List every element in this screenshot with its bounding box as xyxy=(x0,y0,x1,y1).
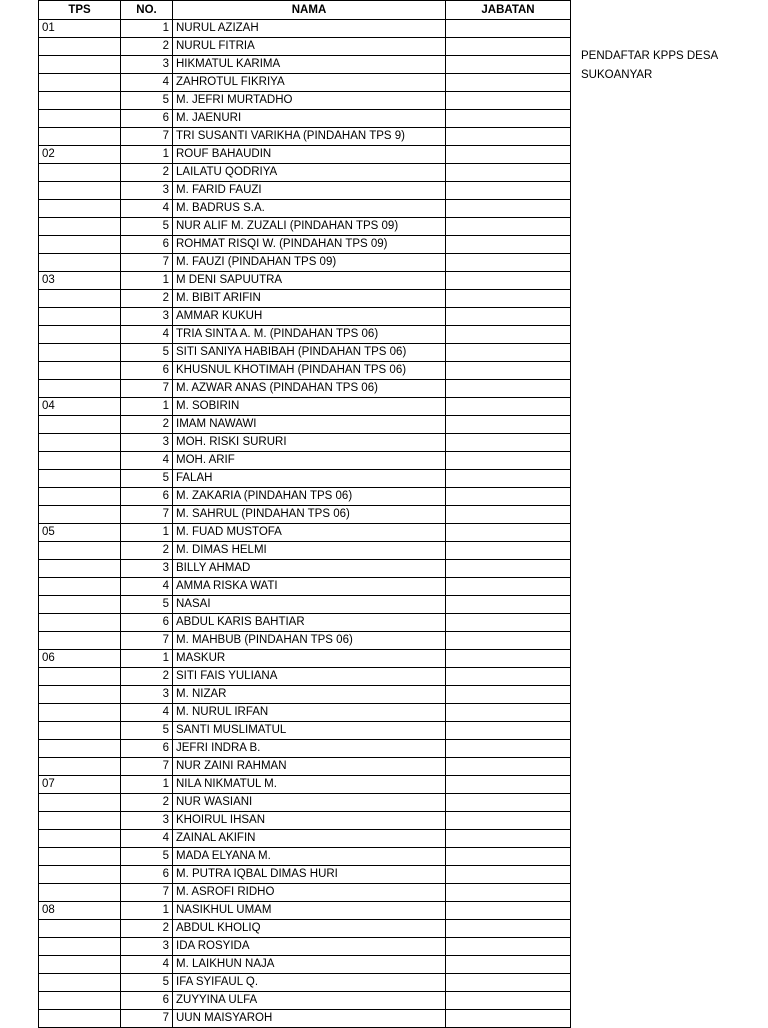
cell-no: 3 xyxy=(121,686,173,704)
cell-jabatan xyxy=(446,344,571,362)
cell-tps xyxy=(39,254,121,272)
table-row xyxy=(39,1010,571,1028)
roster-body xyxy=(39,20,571,1028)
cell-jabatan xyxy=(446,308,571,326)
cell-jabatan xyxy=(446,74,571,92)
cell-tps xyxy=(39,866,121,884)
cell-jabatan xyxy=(446,1010,571,1028)
cell-nama: MASKUR xyxy=(173,650,446,668)
cell-no: 6 xyxy=(121,236,173,254)
table-row xyxy=(39,182,571,200)
cell-nama: MADA ELYANA M. xyxy=(173,848,446,866)
cell-jabatan xyxy=(446,164,571,182)
side-note xyxy=(581,47,761,85)
cell-no: 1 xyxy=(121,272,173,290)
table-row xyxy=(39,542,571,560)
cell-jabatan xyxy=(446,812,571,830)
cell-nama: M. SAHRUL (PINDAHAN TPS 06) xyxy=(173,506,446,524)
cell-no: 2 xyxy=(121,416,173,434)
table-row xyxy=(39,848,571,866)
cell-nama: JEFRI INDRA B. xyxy=(173,740,446,758)
cell-nama: NASAI xyxy=(173,596,446,614)
table-row xyxy=(39,380,571,398)
side-note-line2: SUKOANYAR xyxy=(581,69,653,81)
table-row xyxy=(39,326,571,344)
cell-tps xyxy=(39,758,121,776)
cell-no: 4 xyxy=(121,452,173,470)
cell-no: 7 xyxy=(121,758,173,776)
cell-no: 2 xyxy=(121,668,173,686)
cell-tps xyxy=(39,434,121,452)
cell-no: 3 xyxy=(121,938,173,956)
cell-jabatan xyxy=(446,542,571,560)
cell-no: 2 xyxy=(121,920,173,938)
cell-nama: AMMAR KUKUH xyxy=(173,308,446,326)
cell-nama: NUR WASIANI xyxy=(173,794,446,812)
cell-jabatan xyxy=(446,668,571,686)
table-row xyxy=(39,560,571,578)
table-row xyxy=(39,578,571,596)
cell-no: 5 xyxy=(121,848,173,866)
cell-jabatan xyxy=(446,38,571,56)
header-tps: TPS xyxy=(39,1,121,20)
cell-jabatan xyxy=(446,830,571,848)
table-row xyxy=(39,452,571,470)
cell-nama: FALAH xyxy=(173,470,446,488)
cell-nama: HIKMATUL KARIMA xyxy=(173,56,446,74)
cell-nama: M. PUTRA IQBAL DIMAS HURI xyxy=(173,866,446,884)
table-row xyxy=(39,110,571,128)
cell-nama: NURUL AZIZAH xyxy=(173,20,446,38)
cell-nama: M. ZAKARIA (PINDAHAN TPS 06) xyxy=(173,488,446,506)
cell-tps xyxy=(39,380,121,398)
cell-tps: 03 xyxy=(39,272,121,290)
table-row xyxy=(39,596,571,614)
cell-no: 3 xyxy=(121,434,173,452)
cell-jabatan xyxy=(446,524,571,542)
cell-tps xyxy=(39,812,121,830)
cell-nama: M. FUAD MUSTOFA xyxy=(173,524,446,542)
table-row xyxy=(39,236,571,254)
cell-nama: M. AZWAR ANAS (PINDAHAN TPS 06) xyxy=(173,380,446,398)
cell-no: 2 xyxy=(121,38,173,56)
cell-jabatan xyxy=(446,902,571,920)
cell-nama: NURUL FITRIA xyxy=(173,38,446,56)
cell-jabatan xyxy=(446,488,571,506)
cell-tps xyxy=(39,506,121,524)
cell-nama: ABDUL KARIS BAHTIAR xyxy=(173,614,446,632)
side-note-line1: PENDAFTAR KPPS DESA xyxy=(581,50,719,62)
cell-nama: M. SOBIRIN xyxy=(173,398,446,416)
cell-jabatan xyxy=(446,650,571,668)
cell-no: 1 xyxy=(121,146,173,164)
cell-tps: 01 xyxy=(39,20,121,38)
header-nama: NAMA xyxy=(173,1,446,20)
cell-tps xyxy=(39,38,121,56)
cell-no: 5 xyxy=(121,974,173,992)
table-row xyxy=(39,218,571,236)
table-row xyxy=(39,668,571,686)
cell-nama: TRI SUSANTI VARIKHA (PINDAHAN TPS 9) xyxy=(173,128,446,146)
cell-nama: M. BIBIT ARIFIN xyxy=(173,290,446,308)
cell-jabatan xyxy=(446,974,571,992)
cell-tps xyxy=(39,884,121,902)
cell-no: 4 xyxy=(121,704,173,722)
cell-jabatan xyxy=(446,866,571,884)
cell-tps xyxy=(39,974,121,992)
cell-tps xyxy=(39,470,121,488)
table-row xyxy=(39,884,571,902)
table-row xyxy=(39,812,571,830)
cell-no: 1 xyxy=(121,524,173,542)
cell-tps xyxy=(39,668,121,686)
cell-jabatan xyxy=(446,434,571,452)
cell-tps xyxy=(39,110,121,128)
cell-tps xyxy=(39,794,121,812)
table-row xyxy=(39,992,571,1010)
cell-tps xyxy=(39,92,121,110)
cell-jabatan xyxy=(446,686,571,704)
cell-jabatan xyxy=(446,992,571,1010)
cell-nama: IMAM NAWAWI xyxy=(173,416,446,434)
cell-no: 7 xyxy=(121,1010,173,1028)
cell-tps xyxy=(39,488,121,506)
table-row xyxy=(39,776,571,794)
table-row xyxy=(39,758,571,776)
cell-tps xyxy=(39,686,121,704)
table-row xyxy=(39,686,571,704)
cell-tps xyxy=(39,164,121,182)
cell-no: 5 xyxy=(121,470,173,488)
cell-nama: AMMA RISKA WATI xyxy=(173,578,446,596)
cell-jabatan xyxy=(446,506,571,524)
table-row xyxy=(39,200,571,218)
table-row xyxy=(39,20,571,38)
header-no: NO. xyxy=(121,1,173,20)
table-row xyxy=(39,164,571,182)
cell-no: 1 xyxy=(121,776,173,794)
cell-tps xyxy=(39,956,121,974)
table-row xyxy=(39,920,571,938)
cell-nama: M. LAIKHUN NAJA xyxy=(173,956,446,974)
cell-nama: ROUF BAHAUDIN xyxy=(173,146,446,164)
cell-nama: MOH. ARIF xyxy=(173,452,446,470)
cell-nama: NASIKHUL UMAM xyxy=(173,902,446,920)
cell-no: 7 xyxy=(121,506,173,524)
table-row xyxy=(39,254,571,272)
table-row xyxy=(39,362,571,380)
table-row xyxy=(39,416,571,434)
cell-no: 7 xyxy=(121,128,173,146)
cell-tps xyxy=(39,722,121,740)
cell-jabatan xyxy=(446,146,571,164)
cell-jabatan xyxy=(446,938,571,956)
table-row xyxy=(39,704,571,722)
cell-jabatan xyxy=(446,956,571,974)
cell-jabatan xyxy=(446,920,571,938)
cell-no: 5 xyxy=(121,344,173,362)
cell-nama: M. JAENURI xyxy=(173,110,446,128)
table-row xyxy=(39,56,571,74)
cell-jabatan xyxy=(446,92,571,110)
cell-no: 7 xyxy=(121,254,173,272)
cell-tps: 05 xyxy=(39,524,121,542)
cell-tps xyxy=(39,326,121,344)
table-row xyxy=(39,524,571,542)
cell-tps xyxy=(39,560,121,578)
table-row xyxy=(39,794,571,812)
cell-tps xyxy=(39,632,121,650)
table-row xyxy=(39,290,571,308)
cell-jabatan xyxy=(446,614,571,632)
cell-tps: 08 xyxy=(39,902,121,920)
cell-tps xyxy=(39,614,121,632)
cell-nama: SANTI MUSLIMATUL xyxy=(173,722,446,740)
cell-jabatan xyxy=(446,776,571,794)
cell-no: 1 xyxy=(121,650,173,668)
table-row xyxy=(39,974,571,992)
cell-tps xyxy=(39,56,121,74)
cell-jabatan xyxy=(446,740,571,758)
kpps-roster-table xyxy=(38,0,571,1028)
table-row xyxy=(39,632,571,650)
table-row xyxy=(39,506,571,524)
cell-nama: IDA ROSYIDA xyxy=(173,938,446,956)
cell-no: 1 xyxy=(121,398,173,416)
table-row xyxy=(39,38,571,56)
cell-jabatan xyxy=(446,848,571,866)
header-jabatan: JABATAN xyxy=(446,1,571,20)
cell-nama: NUR ALIF M. ZUZALI (PINDAHAN TPS 09) xyxy=(173,218,446,236)
table-row xyxy=(39,344,571,362)
cell-no: 7 xyxy=(121,632,173,650)
cell-nama: M. MAHBUB (PINDAHAN TPS 06) xyxy=(173,632,446,650)
cell-tps xyxy=(39,200,121,218)
cell-no: 6 xyxy=(121,866,173,884)
table-row xyxy=(39,146,571,164)
cell-nama: LAILATU QODRIYA xyxy=(173,164,446,182)
cell-no: 2 xyxy=(121,794,173,812)
cell-jabatan xyxy=(446,236,571,254)
table-row xyxy=(39,128,571,146)
cell-jabatan xyxy=(446,218,571,236)
cell-no: 4 xyxy=(121,200,173,218)
cell-nama: SITI SANIYA HABIBAH (PINDAHAN TPS 06) xyxy=(173,344,446,362)
table-row xyxy=(39,830,571,848)
cell-tps xyxy=(39,362,121,380)
cell-jabatan xyxy=(446,416,571,434)
cell-nama: UUN MAISYAROH xyxy=(173,1010,446,1028)
cell-tps xyxy=(39,848,121,866)
cell-jabatan xyxy=(446,326,571,344)
table-row xyxy=(39,866,571,884)
cell-tps xyxy=(39,938,121,956)
cell-tps xyxy=(39,578,121,596)
table-row xyxy=(39,470,571,488)
cell-no: 4 xyxy=(121,578,173,596)
cell-jabatan xyxy=(446,380,571,398)
table-row xyxy=(39,740,571,758)
cell-jabatan xyxy=(446,182,571,200)
cell-no: 6 xyxy=(121,110,173,128)
cell-tps xyxy=(39,830,121,848)
cell-tps xyxy=(39,452,121,470)
cell-jabatan xyxy=(446,362,571,380)
cell-nama: NUR ZAINI RAHMAN xyxy=(173,758,446,776)
cell-jabatan xyxy=(446,758,571,776)
cell-jabatan xyxy=(446,560,571,578)
cell-nama: M. DIMAS HELMI xyxy=(173,542,446,560)
cell-no: 6 xyxy=(121,488,173,506)
cell-nama: M DENI SAPUUTRA xyxy=(173,272,446,290)
cell-jabatan xyxy=(446,56,571,74)
cell-tps xyxy=(39,236,121,254)
cell-tps xyxy=(39,218,121,236)
cell-nama: M. JEFRI MURTADHO xyxy=(173,92,446,110)
cell-tps xyxy=(39,542,121,560)
cell-nama: ZUYYINA ULFA xyxy=(173,992,446,1010)
cell-nama: SITI FAIS YULIANA xyxy=(173,668,446,686)
cell-no: 5 xyxy=(121,218,173,236)
cell-tps xyxy=(39,344,121,362)
cell-jabatan xyxy=(446,272,571,290)
cell-no: 3 xyxy=(121,812,173,830)
cell-no: 5 xyxy=(121,596,173,614)
cell-nama: TRIA SINTA A. M. (PINDAHAN TPS 06) xyxy=(173,326,446,344)
table-row xyxy=(39,614,571,632)
cell-nama: BILLY AHMAD xyxy=(173,560,446,578)
cell-jabatan xyxy=(446,884,571,902)
cell-jabatan xyxy=(446,128,571,146)
cell-nama: ABDUL KHOLIQ xyxy=(173,920,446,938)
cell-tps xyxy=(39,992,121,1010)
cell-no: 1 xyxy=(121,902,173,920)
cell-no: 5 xyxy=(121,92,173,110)
cell-jabatan xyxy=(446,794,571,812)
cell-tps: 07 xyxy=(39,776,121,794)
cell-no: 6 xyxy=(121,362,173,380)
cell-nama: ROHMAT RISQI W. (PINDAHAN TPS 09) xyxy=(173,236,446,254)
cell-no: 7 xyxy=(121,380,173,398)
table-row xyxy=(39,650,571,668)
cell-jabatan xyxy=(446,722,571,740)
cell-tps xyxy=(39,128,121,146)
cell-nama: M. FAUZI (PINDAHAN TPS 09) xyxy=(173,254,446,272)
cell-tps: 06 xyxy=(39,650,121,668)
cell-jabatan xyxy=(446,578,571,596)
cell-jabatan xyxy=(446,704,571,722)
table-row xyxy=(39,272,571,290)
cell-no: 6 xyxy=(121,614,173,632)
cell-jabatan xyxy=(446,632,571,650)
cell-no: 4 xyxy=(121,326,173,344)
table-row xyxy=(39,398,571,416)
cell-tps: 04 xyxy=(39,398,121,416)
cell-tps xyxy=(39,920,121,938)
cell-no: 4 xyxy=(121,830,173,848)
cell-tps xyxy=(39,740,121,758)
cell-no: 4 xyxy=(121,74,173,92)
cell-tps xyxy=(39,596,121,614)
cell-jabatan xyxy=(446,398,571,416)
table-header-row xyxy=(39,1,571,20)
cell-tps xyxy=(39,416,121,434)
cell-nama: M. NIZAR xyxy=(173,686,446,704)
cell-jabatan xyxy=(446,290,571,308)
cell-jabatan xyxy=(446,200,571,218)
cell-nama: IFA SYIFAUL Q. xyxy=(173,974,446,992)
cell-no: 3 xyxy=(121,56,173,74)
cell-jabatan xyxy=(446,596,571,614)
cell-nama: M. ASROFI RIDHO xyxy=(173,884,446,902)
cell-jabatan xyxy=(446,452,571,470)
table-row xyxy=(39,488,571,506)
cell-jabatan xyxy=(446,20,571,38)
cell-no: 2 xyxy=(121,164,173,182)
table-row xyxy=(39,74,571,92)
cell-jabatan xyxy=(446,254,571,272)
cell-nama: ZAHROTUL FIKRIYA xyxy=(173,74,446,92)
cell-no: 6 xyxy=(121,992,173,1010)
table-row xyxy=(39,956,571,974)
cell-jabatan xyxy=(446,110,571,128)
cell-no: 2 xyxy=(121,542,173,560)
cell-no: 2 xyxy=(121,290,173,308)
table-row xyxy=(39,722,571,740)
table-row xyxy=(39,92,571,110)
cell-tps xyxy=(39,308,121,326)
cell-tps: 02 xyxy=(39,146,121,164)
cell-tps xyxy=(39,74,121,92)
cell-nama: M. NURUL IRFAN xyxy=(173,704,446,722)
cell-nama: M. FARID FAUZI xyxy=(173,182,446,200)
table-row xyxy=(39,902,571,920)
table-row xyxy=(39,938,571,956)
cell-no: 3 xyxy=(121,308,173,326)
cell-no: 4 xyxy=(121,956,173,974)
cell-no: 5 xyxy=(121,722,173,740)
cell-tps xyxy=(39,290,121,308)
cell-no: 1 xyxy=(121,20,173,38)
cell-nama: NILA NIKMATUL M. xyxy=(173,776,446,794)
cell-nama: M. BADRUS S.A. xyxy=(173,200,446,218)
cell-tps xyxy=(39,704,121,722)
cell-no: 7 xyxy=(121,884,173,902)
cell-nama: KHUSNUL KHOTIMAH (PINDAHAN TPS 06) xyxy=(173,362,446,380)
cell-nama: ZAINAL AKIFIN xyxy=(173,830,446,848)
table-row xyxy=(39,434,571,452)
cell-nama: MOH. RISKI SURURI xyxy=(173,434,446,452)
cell-tps xyxy=(39,1010,121,1028)
cell-no: 3 xyxy=(121,182,173,200)
cell-no: 6 xyxy=(121,740,173,758)
cell-jabatan xyxy=(446,470,571,488)
cell-tps xyxy=(39,182,121,200)
cell-no: 3 xyxy=(121,560,173,578)
cell-nama: KHOIRUL IHSAN xyxy=(173,812,446,830)
table-row xyxy=(39,308,571,326)
